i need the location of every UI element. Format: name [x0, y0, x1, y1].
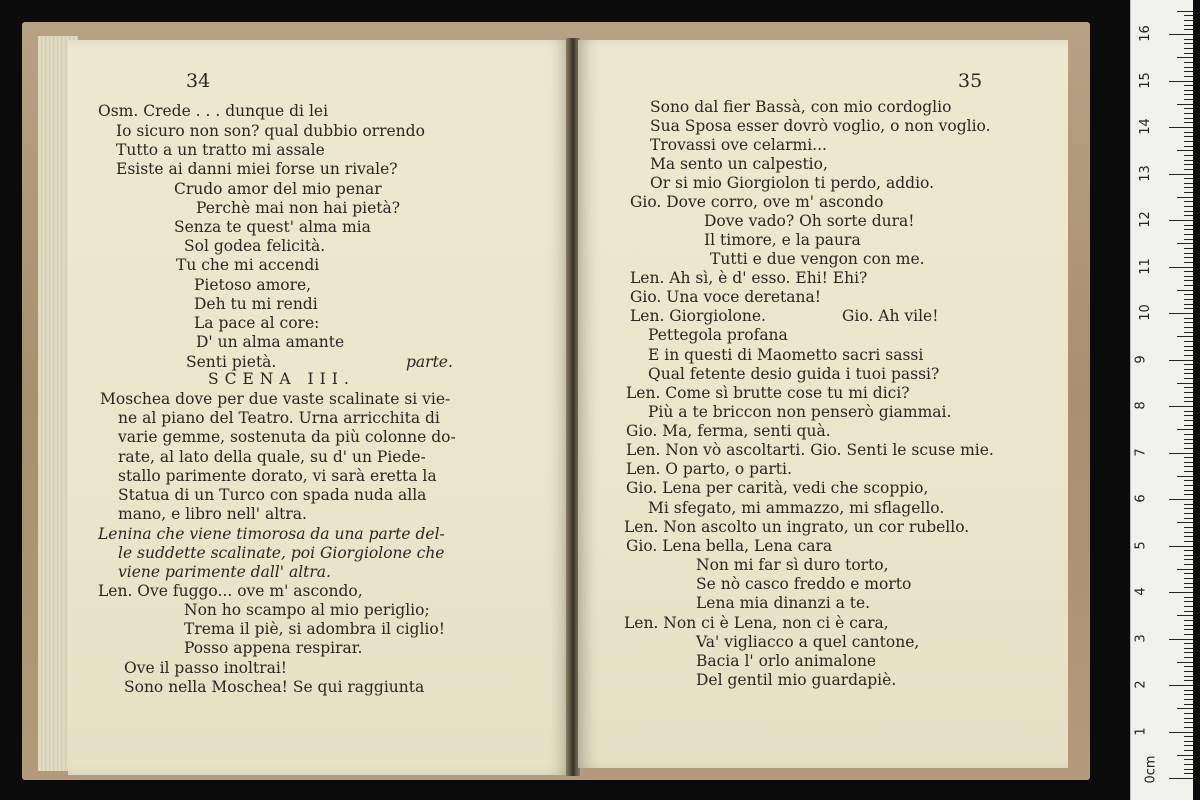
ruler-tick — [1177, 662, 1193, 663]
text-line: Senti pietà. — [186, 353, 277, 371]
ruler-tick — [1177, 11, 1193, 12]
text-line: mano, e libro nell' altra. — [118, 505, 307, 523]
ruler-tick — [1184, 118, 1193, 119]
ruler-tick — [1184, 308, 1193, 309]
ruler-tick — [1184, 25, 1193, 26]
text-line: La pace al core: — [194, 314, 320, 332]
ruler-tick — [1184, 490, 1193, 491]
ruler-number: 12 — [1137, 211, 1153, 228]
ruler-tick — [1184, 550, 1193, 551]
ruler-number: 11 — [1137, 257, 1153, 275]
text-line: parte. — [406, 353, 453, 371]
text-line: Tu che mi accendi — [176, 256, 320, 274]
text-line: Non mi far sì duro torto, — [696, 556, 889, 574]
ruler-number: 10 — [1137, 304, 1153, 321]
ruler-tick — [1169, 778, 1193, 779]
ruler-tick — [1184, 239, 1193, 240]
text-line: Gio. Ah vile! — [842, 307, 939, 325]
ruler-tick — [1184, 211, 1193, 212]
ruler-tick — [1184, 225, 1193, 226]
ruler-tick — [1184, 187, 1193, 188]
ruler-tick — [1177, 150, 1193, 151]
ruler-tick — [1169, 639, 1193, 640]
ruler-tick — [1177, 708, 1193, 709]
ruler-tick — [1184, 759, 1193, 760]
ruler-tick — [1184, 764, 1193, 765]
ruler-tick — [1184, 541, 1193, 542]
text-line: Dove vado? Oh sorte dura! — [704, 212, 915, 230]
ruler-tick — [1184, 527, 1193, 528]
ruler-tick — [1184, 346, 1193, 347]
text-line: Posso appena respirar. — [184, 639, 363, 657]
ruler-tick — [1184, 280, 1193, 281]
text-line: Trovassi ove celarmi... — [650, 136, 827, 154]
ruler-tick — [1184, 480, 1193, 481]
ruler-tick — [1184, 183, 1193, 184]
ruler-tick — [1184, 722, 1193, 723]
text-line: ne al piano del Teatro. Urna arricchita di — [118, 409, 440, 427]
ruler-tick — [1184, 350, 1193, 351]
ruler-tick — [1169, 592, 1193, 593]
ruler-number: 9 — [1133, 354, 1149, 364]
ruler-tick — [1184, 146, 1193, 147]
ruler-tick — [1184, 85, 1193, 86]
text-line: Senza te quest' alma mia — [174, 218, 371, 236]
ruler-tick — [1184, 192, 1193, 193]
ruler-tick — [1169, 453, 1193, 454]
ruler-tick — [1184, 369, 1193, 370]
ruler-number: 2 — [1133, 680, 1149, 689]
text-line: Or si mio Giorgiolon ti perdo, addio. — [650, 174, 935, 192]
ruler-tick — [1169, 34, 1193, 35]
ruler-tick — [1177, 755, 1193, 756]
ruler-number: 1 — [1133, 726, 1149, 736]
ruler-tick — [1184, 132, 1193, 133]
text-line: Ma sento un calpestio, — [650, 155, 828, 173]
text-line: Pietoso amore, — [194, 276, 312, 294]
ruler-tick — [1184, 504, 1193, 505]
ruler-tick — [1184, 62, 1193, 63]
text-line: Gio. Ma, ferma, senti quà. — [626, 422, 831, 440]
ruler-tick — [1184, 341, 1193, 342]
ruler-tick — [1184, 448, 1193, 449]
ruler-tick — [1169, 406, 1193, 407]
ruler-tick — [1184, 718, 1193, 719]
ruler-tick — [1184, 378, 1193, 379]
text-line: Lena mia dinanzi a te. — [696, 594, 871, 612]
ruler-tick — [1169, 499, 1193, 500]
text-line: Len. Non ascolto un ingrato, un cor rubello. — [624, 518, 970, 536]
right-page — [578, 40, 1068, 768]
ruler-tick — [1184, 559, 1193, 560]
text-line: Mi sfegato, mi ammazzo, mi sflagello. — [648, 499, 945, 517]
ruler-tick — [1184, 699, 1193, 700]
ruler-tick — [1184, 397, 1193, 398]
ruler-tick — [1184, 53, 1193, 54]
ruler-tick — [1184, 304, 1193, 305]
text-line: stallo parimente dorato, vi sarà eretta la — [118, 467, 437, 485]
ruler-number: 4 — [1133, 587, 1149, 596]
ruler-tick — [1184, 206, 1193, 207]
ruler-tick — [1169, 685, 1193, 686]
ruler-tick — [1184, 494, 1193, 495]
ruler-tick — [1184, 257, 1193, 258]
ruler-tick — [1184, 690, 1193, 691]
ruler-tick — [1184, 234, 1193, 235]
text-line: Io sicuro non son? qual dubbio orrendo — [116, 122, 425, 140]
ruler-tick — [1184, 518, 1193, 519]
ruler-tick — [1177, 476, 1193, 477]
text-line: Qual fetente desio guida i tuoi passi? — [648, 365, 940, 383]
ruler-tick — [1184, 373, 1193, 374]
ruler-tick — [1184, 136, 1193, 137]
ruler-tick — [1184, 564, 1193, 565]
ruler-tick — [1184, 704, 1193, 705]
ruler-tick — [1184, 178, 1193, 179]
text-line: Il timore, e la paura — [704, 231, 861, 249]
ruler-tick — [1184, 122, 1193, 123]
ruler-tick — [1184, 443, 1193, 444]
ruler-tick — [1184, 420, 1193, 421]
ruler-tick — [1184, 248, 1193, 249]
ruler-tick — [1184, 271, 1193, 272]
ruler-tick — [1184, 532, 1193, 533]
ruler-tick — [1184, 48, 1193, 49]
ruler-tick — [1184, 164, 1193, 165]
ruler-tick — [1184, 750, 1193, 751]
text-line: Più a te briccon non penserò giammai. — [648, 403, 952, 421]
ruler-tick — [1184, 462, 1193, 463]
text-line: Gio. Una voce deretana! — [630, 288, 821, 306]
ruler-tick — [1177, 522, 1193, 523]
ruler-tick — [1184, 606, 1193, 607]
text-line: Len. Non vò ascoltarti. Gio. Senti le scuse mie. — [626, 441, 994, 459]
text-line: Gio. Dove corro, ove m' ascondo — [630, 193, 884, 211]
ruler-tick — [1184, 657, 1193, 658]
ruler-tick — [1184, 411, 1193, 412]
ruler-tick — [1184, 587, 1193, 588]
ruler-tick — [1184, 332, 1193, 333]
ruler-tick — [1184, 741, 1193, 742]
ruler-number: 7 — [1133, 447, 1149, 457]
ruler-tick — [1169, 732, 1193, 733]
text-line: Len. Giorgiolone. — [630, 307, 766, 325]
ruler-tick — [1169, 127, 1193, 128]
ruler-tick — [1169, 220, 1193, 221]
ruler-tick — [1184, 20, 1193, 21]
text-line: Gio. Lena per carità, vedi che scoppio, — [626, 479, 929, 497]
ruler-tick — [1184, 155, 1193, 156]
text-line: Len. Ove fuggo... ove m' ascondo, — [98, 582, 363, 600]
ruler-tick — [1184, 113, 1193, 114]
ruler-tick — [1184, 671, 1193, 672]
ruler-tick — [1184, 736, 1193, 737]
ruler-tick — [1184, 727, 1193, 728]
ruler-tick — [1184, 401, 1193, 402]
ruler-number: 14 — [1137, 118, 1153, 135]
ruler-tick — [1184, 439, 1193, 440]
ruler-tick — [1184, 285, 1193, 286]
text-line: le suddette scalinate, poi Giorgiolone che — [118, 544, 445, 562]
ruler-tick — [1184, 769, 1193, 770]
ruler-tick — [1184, 39, 1193, 40]
text-line: Del gentil mio guardapiè. — [696, 671, 897, 689]
text-line: rate, al lato della quale, su d' un Piede- — [118, 448, 426, 466]
ruler-tick — [1184, 694, 1193, 695]
text-line: Va' vigliacco a quel cantone, — [696, 633, 920, 651]
text-line: Tutto a un tratto mi assale — [116, 141, 325, 159]
ruler-tick — [1184, 471, 1193, 472]
ruler-tick — [1184, 160, 1193, 161]
ruler-tick — [1169, 313, 1193, 314]
ruler-tick — [1184, 611, 1193, 612]
text-line: Esiste ai danni miei forse un rivale? — [116, 160, 398, 178]
text-line: Lenina che viene timorosa da una parte del- — [98, 525, 445, 543]
ruler-tick — [1184, 680, 1193, 681]
ruler-tick — [1184, 415, 1193, 416]
ruler-tick — [1184, 201, 1193, 202]
ruler-tick — [1184, 355, 1193, 356]
ruler-tick — [1169, 267, 1193, 268]
ruler-tick — [1184, 466, 1193, 467]
text-line: SCENA III. — [208, 370, 355, 388]
ruler-tick — [1184, 364, 1193, 365]
ruler-tick — [1184, 425, 1193, 426]
text-line: Statua di un Turco con spada nuda alla — [118, 486, 427, 504]
ruler-tick — [1177, 336, 1193, 337]
ruler-unit-label: 0cm — [1143, 755, 1159, 784]
text-line: Sono dal fier Bassà, con mio cordoglio — [650, 98, 952, 116]
measuring-ruler — [1130, 0, 1193, 800]
ruler-tick — [1184, 71, 1193, 72]
text-line: Len. O parto, o parti. — [626, 460, 792, 478]
ruler-tick — [1184, 573, 1193, 574]
text-line: Len. Come sì brutte cose tu mi dici? — [626, 384, 910, 402]
ruler-tick — [1184, 276, 1193, 277]
text-line: Moschea dove per due vaste scalinate si vie- — [100, 390, 451, 408]
ruler-tick — [1184, 90, 1193, 91]
page-number-left: 34 — [186, 70, 211, 92]
ruler-tick — [1184, 253, 1193, 254]
ruler-tick — [1184, 508, 1193, 509]
text-line: Se nò casco freddo e morto — [696, 575, 912, 593]
ruler-tick — [1184, 322, 1193, 323]
ruler-tick — [1184, 513, 1193, 514]
text-line: Osm. Crede . . . dunque di lei — [98, 102, 329, 120]
text-line: Len. Non ci è Lena, non ci è cara, — [624, 614, 889, 632]
text-line: varie gemme, sostenuta da più colonne do- — [118, 428, 456, 446]
ruler-number: 13 — [1137, 164, 1153, 182]
ruler-tick — [1177, 569, 1193, 570]
ruler-tick — [1184, 713, 1193, 714]
ruler-tick — [1184, 392, 1193, 393]
ruler-tick — [1177, 429, 1193, 430]
ruler-tick — [1177, 290, 1193, 291]
ruler-tick — [1169, 174, 1193, 175]
text-line: D' un alma amante — [196, 333, 345, 351]
ruler-tick — [1184, 578, 1193, 579]
ruler-tick — [1184, 387, 1193, 388]
ruler-tick — [1177, 383, 1193, 384]
ruler-tick — [1169, 360, 1193, 361]
ruler-tick — [1184, 215, 1193, 216]
ruler-tick — [1184, 299, 1193, 300]
text-line: Trema il piè, si adombra il ciglio! — [184, 620, 445, 638]
left-page — [68, 40, 570, 775]
text-line: Bacia l' orlo animalone — [696, 652, 877, 670]
text-line: Ove il passo inoltrai! — [124, 659, 288, 677]
text-line: Perchè mai non hai pietà? — [196, 199, 401, 217]
ruler-tick — [1177, 57, 1193, 58]
ruler-tick — [1184, 629, 1193, 630]
ruler-tick — [1169, 546, 1193, 547]
ruler-tick — [1184, 141, 1193, 142]
ruler-number: 8 — [1133, 401, 1149, 410]
ruler-tick — [1184, 294, 1193, 295]
ruler-tick — [1184, 43, 1193, 44]
ruler-tick — [1184, 108, 1193, 109]
ruler-tick — [1184, 773, 1193, 774]
ruler-tick — [1184, 262, 1193, 263]
ruler-tick — [1184, 597, 1193, 598]
ruler-tick — [1184, 229, 1193, 230]
ruler-tick — [1184, 666, 1193, 667]
ruler-tick — [1184, 745, 1193, 746]
ruler-tick — [1184, 318, 1193, 319]
ruler-tick — [1184, 94, 1193, 95]
ruler-number: 15 — [1137, 71, 1153, 89]
ruler-tick — [1184, 620, 1193, 621]
text-line: Len. Ah sì, è d' esso. Ehi! Ehi? — [630, 269, 868, 287]
ruler-tick — [1177, 243, 1193, 244]
ruler-number: 6 — [1133, 494, 1149, 503]
text-line: Pettegola profana — [648, 326, 788, 344]
ruler-tick — [1184, 634, 1193, 635]
ruler-tick — [1184, 652, 1193, 653]
text-line: Non ho scampo al mio periglio; — [184, 601, 430, 619]
ruler-tick — [1184, 643, 1193, 644]
ruler-tick — [1184, 327, 1193, 328]
text-line: E in questi di Maometto sacri sassi — [648, 346, 924, 364]
ruler-tick — [1184, 99, 1193, 100]
ruler-tick — [1184, 169, 1193, 170]
ruler-tick — [1184, 434, 1193, 435]
ruler-tick — [1184, 29, 1193, 30]
ruler-tick — [1184, 536, 1193, 537]
text-line: Sua Sposa esser dovrò voglio, o non voglio. — [650, 117, 991, 135]
ruler-tick — [1184, 555, 1193, 556]
ruler-tick — [1169, 81, 1193, 82]
ruler-tick — [1184, 583, 1193, 584]
text-line: Crudo amor del mio penar — [174, 180, 382, 198]
text-line: Sol godea felicità. — [184, 237, 326, 255]
text-line: viene parimente dall' altra. — [118, 563, 331, 581]
ruler-number: 5 — [1133, 540, 1149, 550]
ruler-tick — [1177, 197, 1193, 198]
ruler-number: 16 — [1137, 25, 1153, 42]
ruler-tick — [1184, 76, 1193, 77]
ruler-tick — [1184, 457, 1193, 458]
ruler-tick — [1177, 615, 1193, 616]
ruler-tick — [1184, 15, 1193, 16]
ruler-number: 3 — [1133, 633, 1149, 643]
page-number-right: 35 — [958, 70, 983, 92]
ruler-tick — [1184, 648, 1193, 649]
ruler-tick — [1177, 104, 1193, 105]
text-line: Deh tu mi rendi — [194, 295, 318, 313]
text-line: Sono nella Moschea! Se qui raggiunta — [124, 678, 425, 696]
ruler-tick — [1184, 625, 1193, 626]
ruler-tick — [1184, 485, 1193, 486]
text-line: Gio. Lena bella, Lena cara — [626, 537, 833, 555]
ruler-tick — [1184, 676, 1193, 677]
ruler-tick — [1184, 67, 1193, 68]
ruler-tick — [1184, 601, 1193, 602]
text-line: Tutti e due vengon con me. — [710, 250, 925, 268]
